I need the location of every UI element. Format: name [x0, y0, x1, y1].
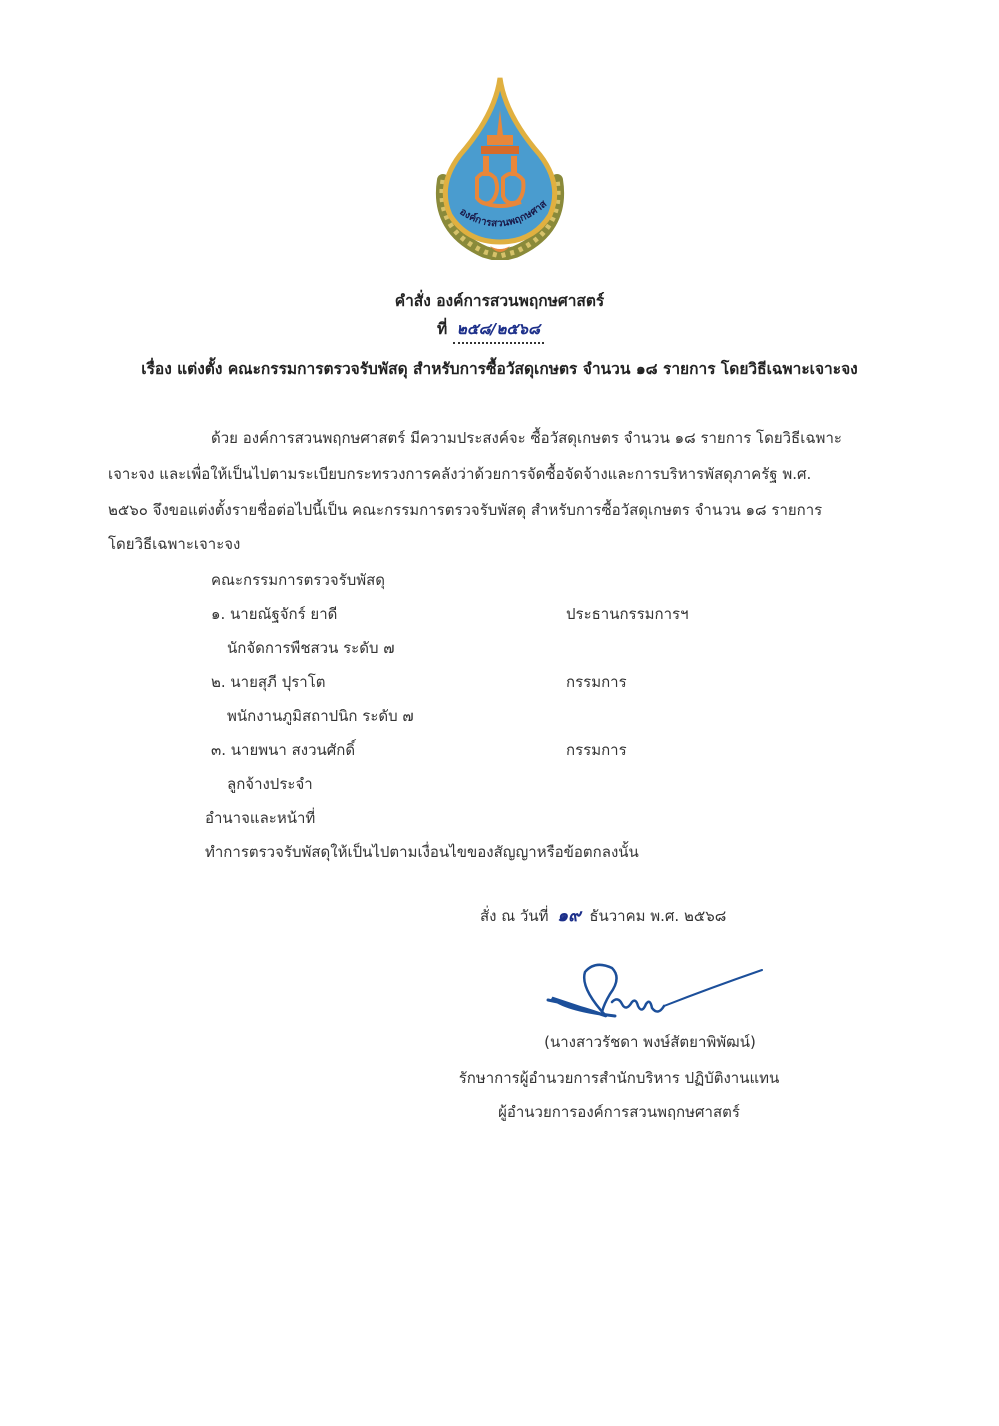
order-number — [437, 316, 544, 344]
order-number-value: ๒๕๘/๒๕๖๘ — [456, 320, 540, 338]
member-role: ประธานกรรมการฯ — [566, 605, 689, 623]
signer-title-line-2: ผู้อำนวยการองค์การสวนพฤกษศาสตร์ — [498, 1103, 740, 1121]
member-role: กรรมการ — [566, 673, 627, 691]
member-position: ลูกจ้างประจำ — [227, 775, 313, 793]
signer-name: (นางสาวรัชดา พงษ์สัตยาพิพัฒน์) — [544, 1033, 756, 1051]
date-day: ๑๙ — [557, 906, 581, 926]
paragraph-line-1: ด้วย องค์การสวนพฤกษศาสตร์ มีความประสงค์จะ ซื้อวัสดุเกษตร จำนวน ๑๘ รายการ โดยวิธีเฉพาะ — [211, 429, 842, 447]
member-name: ๑. นายณัฐจักร์ ยาดี — [211, 605, 338, 623]
member-name: ๓. นายพนา สงวนศักดิ์ — [211, 741, 356, 759]
signer-title-line-1: รักษาการผู้อำนวยการสำนักบริหาร ปฏิบัติงานแทน — [458, 1069, 780, 1087]
order-number-field — [453, 316, 544, 344]
signing-date — [480, 902, 726, 929]
member-name: ๒. นายสุภี ปุราโต — [211, 673, 326, 691]
paragraph-line-3: ๒๕๖๐ จึงขอแต่งตั้งรายชื่อต่อไปนี้เป็น คณะกรรมการตรวจรับพัสดุ สำหรับการซื้อวัสดุเกษตร จำนวน ๑๘ รายการ — [108, 501, 823, 519]
emblem-caption: องค์การสวนพฤกษศาส — [457, 198, 550, 230]
handwritten-signature-icon — [540, 958, 770, 1033]
member-position: พนักงานภูมิสถาปนิก ระดับ ๗ — [227, 707, 414, 725]
member-position: นักจัดการพืชสวน ระดับ ๗ — [227, 639, 395, 657]
order-number-prefix: ที่ — [437, 320, 448, 338]
member-role: กรรมการ — [566, 741, 627, 759]
date-month-year: ธันวาคม พ.ศ. ๒๕๖๘ — [589, 907, 727, 925]
paragraph-line-4: โดยวิธีเฉพาะเจาะจง — [108, 535, 241, 553]
duties-text: ทำการตรวจรับพัสดุให้เป็นไปตามเงื่อนไขของสัญญาหรือข้อตกลงนั้น — [205, 843, 639, 861]
duties-heading: อำนาจและหน้าที่ — [205, 809, 316, 827]
date-prefix: สั่ง ณ วันที่ — [480, 907, 549, 925]
paragraph-line-2: เจาะจง และเพื่อให้เป็นไปตามระเบียบกระทรวงการคลังว่าด้วยการจัดซื้อจัดจ้างและการบริหารพัสดุภาครัฐ พ.ศ. — [108, 465, 812, 483]
committee-heading: คณะกรรมการตรวจรับพัสดุ — [211, 571, 386, 589]
order-title: คำสั่ง องค์การสวนพฤกษศาสตร์ — [394, 292, 605, 310]
organization-emblem-icon — [425, 70, 575, 260]
order-subject: เรื่อง แต่งตั้ง คณะกรรมการตรวจรับพัสดุ สำหรับการซื้อวัสดุเกษตร จำนวน ๑๘ รายการ โดยวิธีเฉพาะเจาะจง — [141, 360, 858, 378]
